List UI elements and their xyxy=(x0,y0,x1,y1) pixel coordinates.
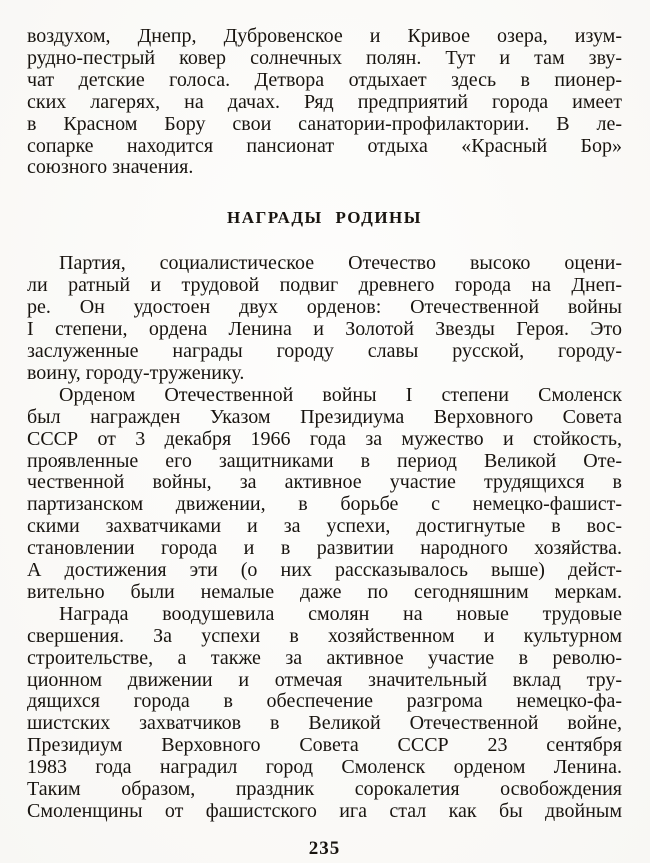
text-line: скими захватчиками и за успехи, достигнутые в вос- xyxy=(27,515,622,538)
text-line: воину, городу-труженику. xyxy=(27,361,245,384)
section-heading: НАГРАДЫ РОДИНЫ xyxy=(227,208,422,228)
text-line: чественной войны, за активное участие трудящихся в xyxy=(27,471,622,494)
text-line: шистских захватчиков в Великой Отечественной войне, xyxy=(27,712,622,735)
text-line: был награжден Указом Президиума Верховного Совета xyxy=(27,405,622,428)
text-line: Смоленщины от фашистского ига стал как бы двойным xyxy=(27,800,622,822)
text-line: вительно были немалые даже по сегодняшним меркам. xyxy=(27,580,622,603)
text-line: ских лагерях, на дачах. Ряд предприятий города имеет xyxy=(27,90,622,113)
text-line: ре. Он удостоен двух орденов: Отечественной войны xyxy=(27,296,622,319)
paragraph xyxy=(27,604,622,823)
text-line: Партия, социалистическое Отечество высоко оцени- xyxy=(59,252,622,275)
text-line: в Красном Бору свои санатории-профилактории. В ле- xyxy=(27,112,622,135)
text-line: заслуженные награды городу славы русской, городу- xyxy=(27,339,622,362)
text-line: Президиум Верховного Совета СССР 23 сентября xyxy=(27,734,622,757)
text-line: ли ратный и трудовой подвиг древнего города на Днеп- xyxy=(27,274,622,297)
text-line: Орденом Отечественной войны I степени Смоленск xyxy=(59,383,622,406)
page-number: 235 xyxy=(308,837,341,859)
paragraph xyxy=(27,385,622,604)
text-line: СССР от 3 декабря 1966 года за мужество и стойкость, xyxy=(27,427,622,450)
text-line: I степени, ордена Ленина и Золотой Звезды Героя. Это xyxy=(27,318,622,341)
text-line: рудно-пестрый ковер солнечных полян. Тут и там зву- xyxy=(27,46,622,69)
text-line: становлении города и в развитии народного хозяйства. xyxy=(27,537,622,560)
text-line: строительстве, а также за активное участие в револю- xyxy=(27,646,622,669)
text-line: чат детские голоса. Детвора отдыхает здесь в пионер- xyxy=(27,68,622,91)
text-line: дящихся города в обеспечение разгрома немецко-фа- xyxy=(27,690,622,713)
continuation-paragraph xyxy=(27,26,622,179)
text-line: проявленные его защитниками в период Великой Оте- xyxy=(27,449,622,472)
text-line: союзного значения. xyxy=(27,156,194,179)
text-line: 1983 года наградил город Смоленск орденом Ленина. xyxy=(27,756,622,779)
text-line: Награда воодушевила смолян на новые трудовые xyxy=(59,602,622,625)
text-line: А достижения эти (о них рассказывалось выше) дейст- xyxy=(27,559,622,582)
text-line: ционном движении и отмечая значительный вклад тру- xyxy=(27,668,622,691)
text-line: воздухом, Днепр, Дубровенское и Кривое озера, изум- xyxy=(27,25,622,47)
text-block xyxy=(27,26,622,860)
paragraph xyxy=(27,253,622,384)
text-line: свершения. За успехи в хозяйственном и культурном xyxy=(27,624,622,647)
text-line: сопарке находится пансионат отдыха «Красный Бор» xyxy=(27,134,622,157)
text-line: Таким образом, праздник сорокалетия освобождения xyxy=(27,778,622,801)
text-line: партизанском движении, в борьбе с немецко-фашист- xyxy=(27,493,622,516)
